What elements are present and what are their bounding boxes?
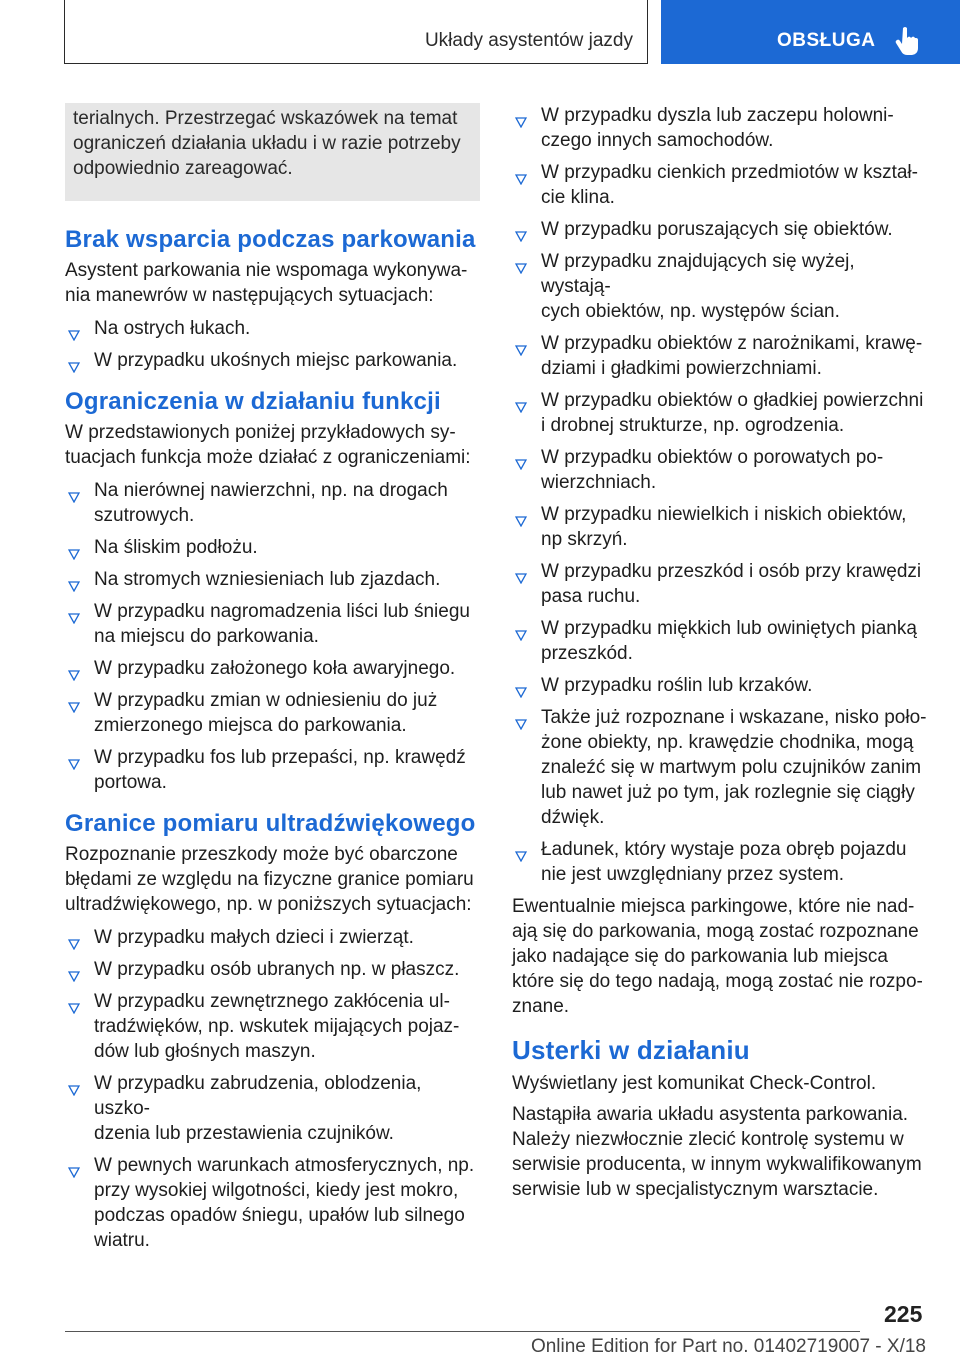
list-item (65, 1071, 480, 1146)
text-line: W przypadku małych dzieci i zwierząt. (94, 927, 414, 948)
list-item (512, 837, 927, 887)
triangle-bullet-icon (515, 712, 527, 723)
text-line: Także już rozpoznane i wskazane, nisko poło- (541, 707, 927, 728)
heading-malfunctions: Usterki w działaniu (512, 1035, 750, 1065)
list-function-limits (65, 478, 480, 795)
triangle-bullet-icon (68, 695, 80, 706)
text-line: ograniczeń działania układu i w razie potrzeby (73, 133, 461, 154)
text-line: W przypadku osób ubranych np. w płaszcz. (94, 959, 460, 980)
paragraph-function-limits (65, 420, 480, 470)
list-item (65, 656, 480, 681)
triangle-bullet-icon (515, 256, 527, 267)
text-line: wiatru. (94, 1230, 150, 1251)
triangle-bullet-icon (515, 224, 527, 235)
text-line: W przypadku zmian w odniesieniu do już (94, 690, 438, 711)
text-line: lub nawet już po tym, jak rozlegnie się ciągły (541, 782, 915, 803)
list-item (512, 616, 927, 666)
text-line: cych obiektów, np. występów ścian. (541, 301, 840, 322)
text-line: np skrzyń. (541, 529, 628, 550)
text-line: jako nadające się do parkowania lub miejsca (512, 946, 889, 967)
paragraph-check-control (512, 1071, 927, 1096)
triangle-bullet-icon (68, 663, 80, 674)
text-line: Nastąpiła awaria układu asystenta parkowania. (512, 1104, 909, 1125)
text-line: odpowiednio zareagować. (73, 158, 293, 179)
text-line: W przypadku zabrudzenia, oblodzenia, uszko- (94, 1073, 422, 1119)
text-line: serwisie lub w specjalistycznym warsztacie. (512, 1179, 879, 1200)
text-line: tuacjach funkcja może działać z ograniczeniami: (65, 447, 471, 468)
footer-divider (65, 1331, 860, 1332)
list-parking-no-support (65, 316, 480, 373)
text-line: W przypadku obiektów o gładkiej powierzchni (541, 390, 924, 411)
list-item (512, 502, 927, 552)
triangle-bullet-icon (515, 452, 527, 463)
list-item (65, 535, 480, 560)
list-item (512, 160, 927, 210)
text-line: W przypadku cienkich przedmiotów w kształ- (541, 162, 918, 183)
list-item (512, 559, 927, 609)
triangle-bullet-icon (68, 355, 80, 366)
text-line: W przypadku przeszkód i osób przy krawędzi (541, 561, 922, 582)
left-column (65, 103, 480, 1260)
list-item (65, 989, 480, 1064)
triangle-bullet-icon (515, 623, 527, 634)
text-line: wierzchniach. (541, 472, 657, 493)
section-title: Układy asystentów jazdy (424, 30, 633, 51)
page-number: 225 (884, 1301, 923, 1327)
list-item (512, 331, 927, 381)
list-item (65, 1153, 480, 1253)
triangle-bullet-icon (515, 110, 527, 121)
text-line: Ładunek, który wystaje poza obręb pojazdu (541, 839, 907, 860)
triangle-bullet-icon (68, 996, 80, 1007)
triangle-bullet-icon (515, 395, 527, 406)
text-line: dzenia lub przestawienia czujników. (94, 1123, 394, 1144)
triangle-bullet-icon (515, 680, 527, 691)
chapter-tab-label: OBSŁUGA (777, 30, 876, 51)
chapter-tab[interactable] (661, 0, 960, 64)
text-line: W przypadku założonego koła awaryjnego. (94, 658, 456, 679)
list-item (65, 478, 480, 528)
text-line: Należy niezwłocznie zlecić kontrolę systemu w (512, 1129, 904, 1150)
triangle-bullet-icon (68, 752, 80, 763)
text-line: W przypadku ukośnych miejsc parkowania. (94, 350, 458, 371)
list-item (65, 745, 480, 795)
text-line: nia manewrów w następujących sytuacjach: (65, 285, 434, 306)
triangle-bullet-icon (68, 606, 80, 617)
triangle-bullet-icon (68, 574, 80, 585)
text-line: które się do tego nadają, mogą zostać nie rozpo- (512, 971, 923, 992)
list-item (65, 688, 480, 738)
triangle-bullet-icon (68, 542, 80, 553)
heading-parking-no-support: Brak wsparcia podczas parkowania (65, 226, 476, 253)
list-item (512, 249, 927, 324)
list-item (512, 388, 927, 438)
paragraph-failure-service (512, 1102, 927, 1202)
text-line: nie jest uwzględniany przez system. (541, 864, 845, 885)
triangle-bullet-icon (515, 509, 527, 520)
triangle-bullet-icon (68, 485, 80, 496)
text-line: dźwięk. (541, 807, 605, 828)
text-line: Na nierównej nawierzchni, np. na drogach (94, 480, 448, 501)
text-line: szutrowych. (94, 505, 195, 526)
list-item (65, 316, 480, 341)
edition-footer: Online Edition for Part no. 01402719007 - X/18 (530, 1336, 926, 1357)
triangle-bullet-icon (68, 323, 80, 334)
text-line: Asystent parkowania nie wspomaga wykonywa- (65, 260, 468, 281)
triangle-bullet-icon (515, 338, 527, 349)
text-line: W przypadku nagromadzenia liści lub śniegu (94, 601, 470, 622)
text-line: W przypadku zewnętrznego zakłócenia ul- (94, 991, 450, 1012)
triangle-bullet-icon (515, 167, 527, 178)
text-line: Wyświetlany jest komunikat Check-Control. (512, 1073, 877, 1094)
text-line: ultradźwiękowego, np. w poniższych sytuacjach: (65, 894, 472, 915)
text-line: tradźwięków, np. wskutek mijających pojaz- (94, 1016, 460, 1037)
right-column (512, 103, 927, 1202)
text-line: błędami ze względu na fizyczne granice pomiaru (65, 869, 474, 890)
triangle-bullet-icon (515, 844, 527, 855)
text-line: W przypadku obiektów z narożnikami, krawę- (541, 333, 923, 354)
text-line: Na śliskim podłożu. (94, 537, 258, 558)
text-line: serwisie producenta, w innym wykwalifikowanym (512, 1154, 922, 1175)
list-item (512, 217, 927, 242)
heading-ultrasonic-limits: Granice pomiaru ultradźwiękowego (65, 810, 476, 837)
text-line: dów lub głośnych maszyn. (94, 1041, 316, 1062)
list-item (512, 103, 927, 153)
list-item (65, 925, 480, 950)
hand-pointer-icon (895, 26, 921, 56)
triangle-bullet-icon (68, 964, 80, 975)
triangle-bullet-icon (68, 1160, 80, 1171)
text-line: na miejscu do parkowania. (94, 626, 319, 647)
text-line: zmierzonego miejsca do parkowania. (94, 715, 407, 736)
warning-note-box (65, 103, 480, 201)
text-line: Na ostrych łukach. (94, 318, 251, 339)
text-line: Rozpoznanie przeszkody może być obarczone (65, 844, 458, 865)
text-line: znane. (512, 996, 570, 1017)
text-line: W przypadku miękkich lub owiniętych pianką (541, 618, 917, 639)
text-line: W przypadku fos lub przepaści, np. krawędź (94, 747, 466, 768)
text-line: ają się do parkowania, mogą zostać rozpoznane (512, 921, 919, 942)
paragraph-parking-no-support (65, 258, 480, 308)
paragraph-ultrasonic-limits (65, 842, 480, 917)
warning-note-text (73, 106, 470, 181)
text-line: W przedstawionych poniżej przykładowych sy- (65, 422, 456, 443)
text-line: dziami i gładkimi powierzchniami. (541, 358, 822, 379)
text-line: W pewnych warunkach atmosferycznych, np. (94, 1155, 475, 1176)
text-line: i drobnej strukturze, np. ogrodzenia. (541, 415, 845, 436)
text-line: portowa. (94, 772, 167, 793)
list-item (512, 445, 927, 495)
text-line: cie klina. (541, 187, 615, 208)
text-line: W przypadku obiektów o porowatych po- (541, 447, 884, 468)
list-item (512, 673, 927, 698)
text-line: W przypadku poruszających się obiektów. (541, 219, 893, 240)
list-item (65, 599, 480, 649)
list-ultrasonic-limits-continued (512, 103, 927, 887)
text-line: pasa ruchu. (541, 586, 641, 607)
text-line: czego innych samochodów. (541, 130, 774, 151)
text-line: W przypadku roślin lub krzaków. (541, 675, 813, 696)
text-line: W przypadku znajdujących się wyżej, wystają- (541, 251, 855, 297)
text-line: terialnych. Przestrzegać wskazówek na temat (73, 108, 458, 129)
text-line: znaleźć się w martwym polu czujników zanim (541, 757, 922, 778)
section-title-box (64, 0, 648, 64)
text-line: przy wysokiej wilgotności, kiedy jest mokro, (94, 1180, 459, 1201)
text-line: podczas opadów śniegu, upałów lub silnego (94, 1205, 465, 1226)
list-item (65, 957, 480, 982)
list-item (65, 567, 480, 592)
list-ultrasonic-limits (65, 925, 480, 1253)
text-line: Ewentualnie miejsca parkingowe, które nie nad- (512, 896, 915, 917)
text-line: Na stromych wzniesieniach lub zjazdach. (94, 569, 441, 590)
text-line: przeszkód. (541, 643, 633, 664)
text-line: żone obiekty, np. krawędzie chodnika, mogą (541, 732, 914, 753)
text-line: W przypadku dyszla lub zaczepu holowni- (541, 105, 894, 126)
triangle-bullet-icon (68, 932, 80, 943)
text-line: W przypadku niewielkich i niskich obiektów, (541, 504, 907, 525)
heading-function-limits: Ograniczenia w działaniu funkcji (65, 388, 441, 415)
paragraph-parking-spaces (512, 894, 927, 1019)
triangle-bullet-icon (515, 566, 527, 577)
page-header (0, 0, 960, 66)
triangle-bullet-icon (68, 1078, 80, 1089)
list-item (65, 348, 480, 373)
list-item (512, 705, 927, 830)
